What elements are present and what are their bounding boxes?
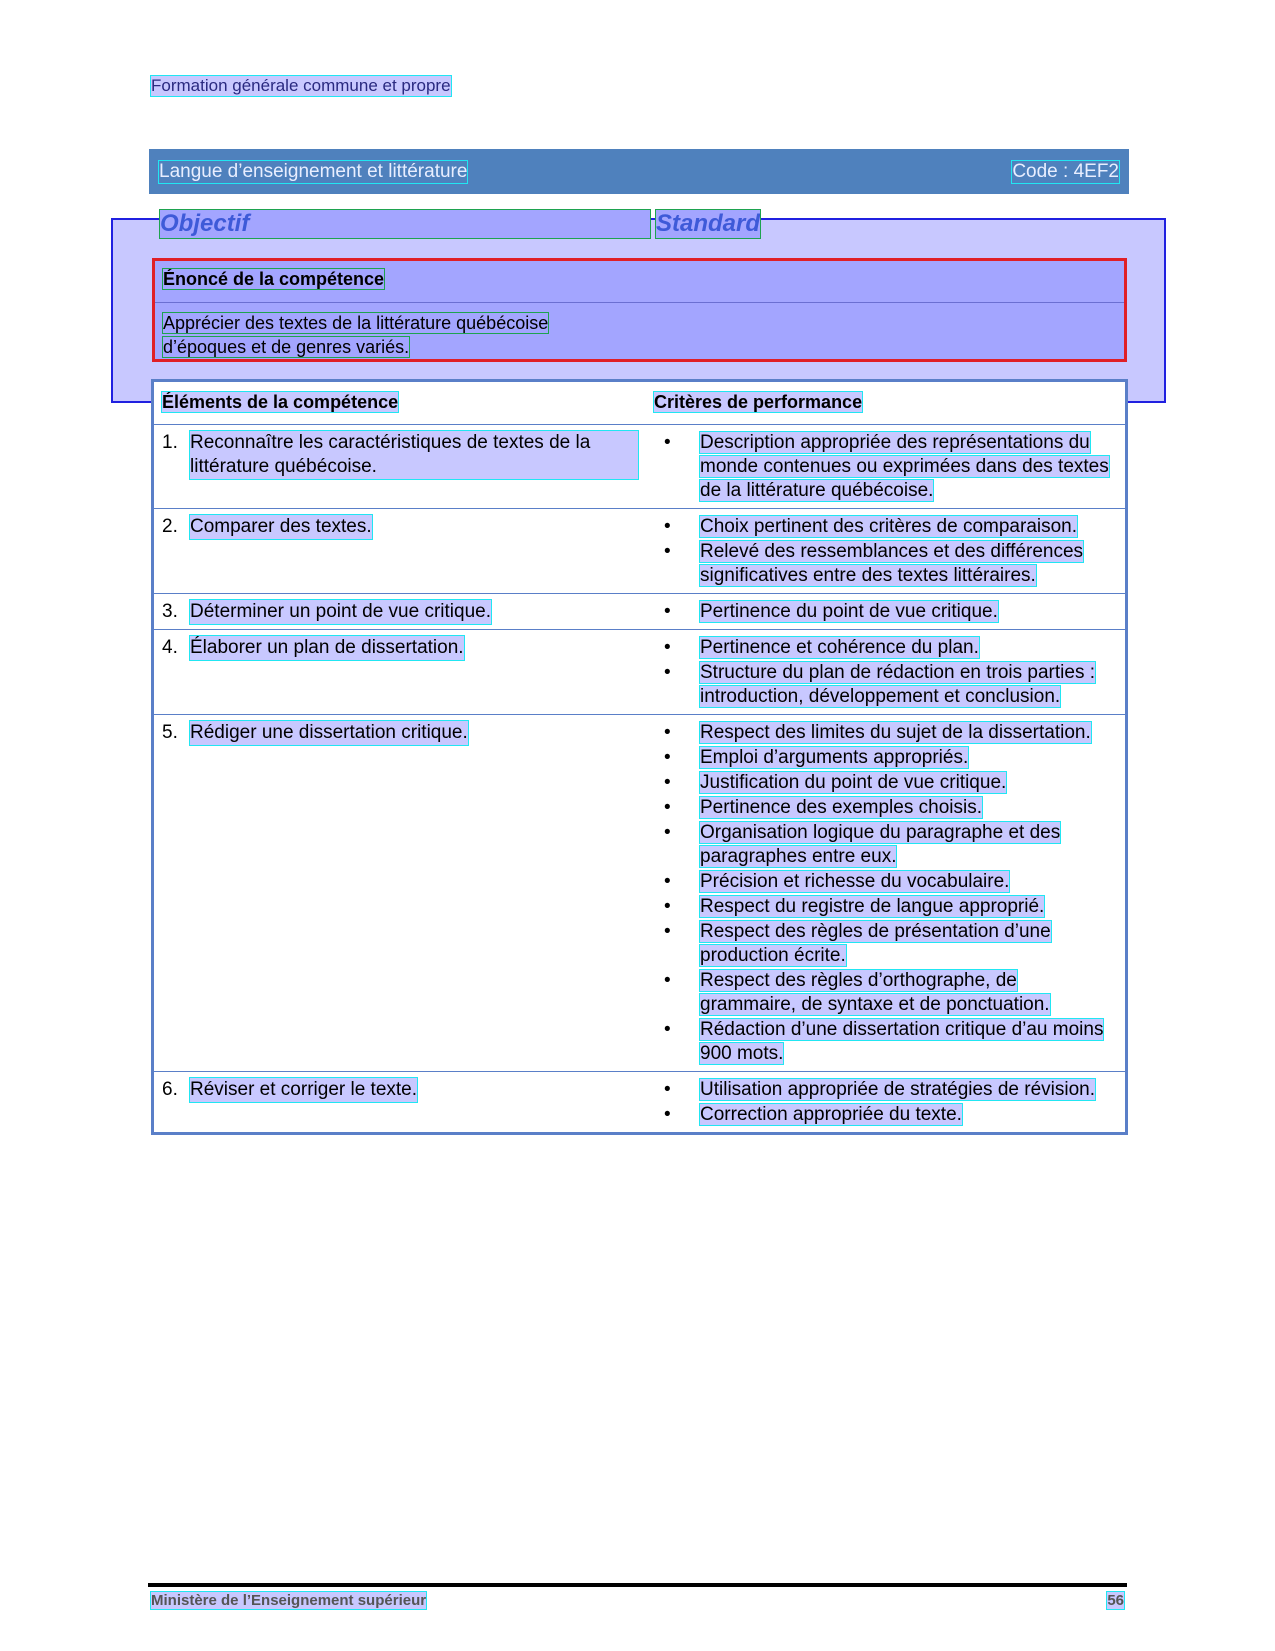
table-row — [153, 630, 1127, 715]
course-code: Code : 4EF2 — [1012, 160, 1119, 182]
criterion-item: • Respect des limites du sujet de la dissertation. — [654, 721, 1117, 745]
criterion-item: • Respect des règles d’orthographe, de grammaire, de syntaxe et de ponctuation. — [654, 969, 1117, 1017]
competence-statement-box — [152, 258, 1127, 362]
element-cell — [153, 425, 647, 509]
page-footer — [151, 1592, 1124, 1609]
element-text: Rédiger une dissertation critique. — [190, 722, 468, 743]
element-number: 4. — [162, 637, 178, 658]
criterion-item: • Précision et richesse du vocabulaire. — [654, 870, 1117, 894]
criterion-item: • Respect des règles de présentation d’une production écrite. — [654, 920, 1117, 968]
table-row — [153, 715, 1127, 1072]
element-number: 5. — [162, 722, 178, 743]
criteria-cell — [646, 630, 1127, 715]
criterion-item: • Emploi d’arguments appropriés. — [654, 746, 1117, 770]
criterion-item: • Rédaction d’une dissertation critique d’au moins 900 mots. — [654, 1018, 1117, 1066]
criterion-item: • Utilisation appropriée de stratégies de révision. — [654, 1078, 1117, 1102]
element-number: 6. — [162, 1079, 178, 1100]
element-text: Comparer des textes. — [190, 516, 372, 537]
element-text: Déterminer un point de vue critique. — [190, 601, 491, 622]
criterion-item: • Organisation logique du paragraphe et des paragraphes entre eux. — [654, 821, 1117, 869]
element-cell — [153, 509, 647, 594]
page-number: 56 — [1107, 1592, 1124, 1609]
competence-statement-heading: Énoncé de la compétence — [155, 261, 1124, 303]
table-row — [153, 594, 1127, 630]
element-cell — [153, 1072, 647, 1134]
table-row — [153, 425, 1127, 509]
criteria-cell — [646, 715, 1127, 1072]
footer-ministry: Ministère de l’Enseignement supérieur — [151, 1592, 427, 1609]
element-number: 3. — [162, 601, 178, 622]
criteria-cell — [646, 594, 1127, 630]
criterion-item: • Pertinence et cohérence du plan. — [654, 636, 1117, 660]
criteria-cell — [646, 1072, 1127, 1134]
criterion-item: • Description appropriée des représentations du monde contenues ou exprimées dans des textes de la littérature québécoise. — [654, 431, 1117, 503]
element-text: Réviser et corriger le texte. — [190, 1079, 418, 1100]
criteria-cell — [646, 425, 1127, 509]
running-header: Formation générale commune et propre — [151, 76, 451, 95]
element-text: Élaborer un plan de dissertation. — [190, 637, 464, 658]
criterion-item: • Correction appropriée du texte. — [654, 1103, 1117, 1127]
course-title: Langue d’enseignement et littérature — [159, 160, 468, 182]
element-number: 1. — [162, 432, 178, 453]
table-row — [153, 1072, 1127, 1134]
criterion-item: • Justification du point de vue critique. — [654, 771, 1117, 795]
column-header-criteres: Critères de performance — [646, 381, 1127, 425]
element-cell — [153, 594, 647, 630]
element-number: 2. — [162, 516, 178, 537]
element-text: Reconnaître les caractéristiques de textes de la littérature québécoise. — [190, 431, 638, 479]
criterion-item: • Respect du registre de langue approprié. — [654, 895, 1117, 919]
criterion-item: • Structure du plan de rédaction en trois parties : introduction, développement et conclusion. — [654, 661, 1117, 709]
criterion-item: • Relevé des ressemblances et des différences significatives entre des textes littéraires. — [654, 540, 1117, 588]
competence-statement-text: Apprécier des textes de la littérature québécoise d’époques et de genres variés. — [163, 313, 549, 357]
criterion-item: • Pertinence des exemples choisis. — [654, 796, 1117, 820]
objectif-label: Objectif — [160, 210, 650, 238]
criterion-item: • Pertinence du point de vue critique. — [654, 600, 1117, 624]
table-header-row — [153, 381, 1127, 425]
footer-rule — [148, 1583, 1127, 1587]
criteria-cell — [646, 509, 1127, 594]
element-cell — [153, 715, 647, 1072]
competence-table — [151, 379, 1128, 1135]
course-banner — [149, 149, 1129, 194]
criterion-item: • Choix pertinent des critères de comparaison. — [654, 515, 1117, 539]
column-header-elements: Éléments de la compétence — [153, 381, 647, 425]
table-row — [153, 509, 1127, 594]
standard-label: Standard — [656, 210, 761, 237]
element-cell — [153, 630, 647, 715]
